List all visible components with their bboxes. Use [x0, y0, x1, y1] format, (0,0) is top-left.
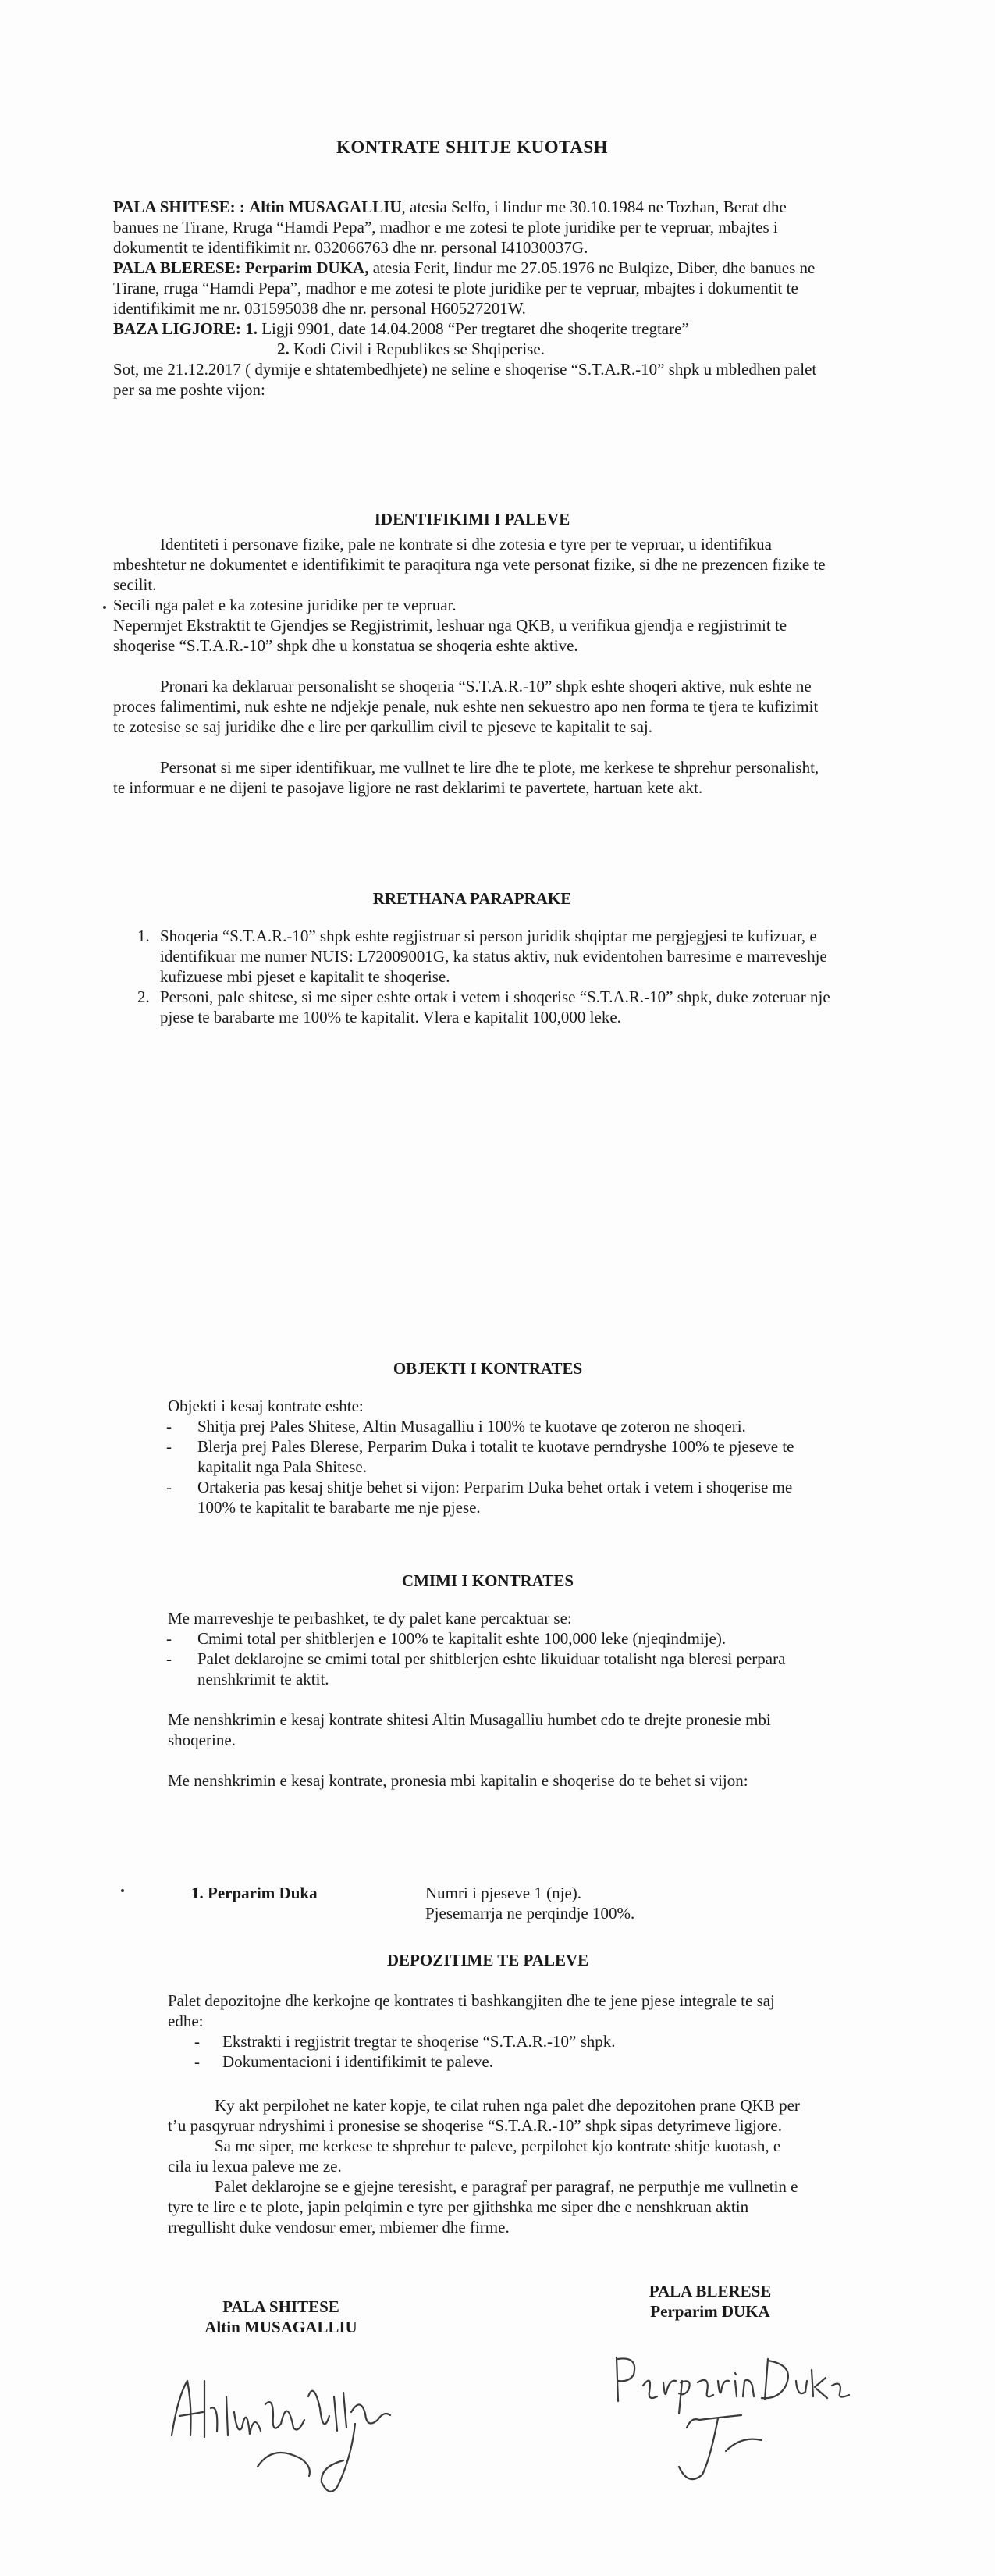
parties-section [113, 197, 831, 400]
buyer-signature-name: Perparim DUKA [650, 2302, 770, 2321]
price-list [162, 1628, 808, 1689]
seller-signature-block [179, 2297, 382, 2337]
buyer-label: PALA BLERESE: [113, 258, 241, 277]
preliminary-item: 1. Shoqeria “S.T.A.R.-10” shpk eshte regjistruar si person juridik shqiptar me pergjegjesi te kufizuar, e identifikuar me numer NUIS: L72009001G, ka status aktiv, nuk evidentohen barresime e marreveshje kufizuese mbi pjeset e kapitalit te shoqerise. [154, 926, 831, 987]
deposits-heading: DEPOZITIME TE PALEVE [386, 1951, 589, 1969]
deposits-section [168, 1950, 808, 2237]
deposits-intro: Palet depozitojne dhe kerkojne qe kontrates ti bashkangjiten dhe te jene pjese integrale te saj edhe: [168, 1991, 775, 2030]
margin-dot [103, 606, 106, 609]
price-intro: Me marreveshje te perbashket, te dy palet kane percaktuar se: [168, 1609, 572, 1628]
legal-basis-1-text: Ligji 9901, date 14.04.2008 “Per tregtaret dhe shoqerite tregtare” [257, 319, 689, 338]
identification-paragraph-4: Pronari ka deklaruar personalisht se shoqeria “S.T.A.R.-10” shpk eshte shoqeri aktive, nuk eshte ne proces falimentimi, nuk eshte ne ndjekje penale, nuk eshte nen sekuestro apo nen forma te tjera te kufizimit te zotesise se saj juridike dhe e lire per qarkullim civil te pjeseve te kapitalit te saj. [113, 677, 819, 736]
legal-basis-2-number: 2. [277, 340, 290, 358]
legal-basis-1-number: 1. [245, 319, 258, 338]
closing-paragraph-3: Palet deklarojne se e gjejne teresisht, e paragraf per paragraf, ne perputhje me vullnetin e tyre te lire e te plote, japin pelqimin e tyre per gjithshka me siper dhe e nenshkruan aktin rregullisht duke vendosur emer, mbiemer dhe firme. [168, 2177, 798, 2236]
legal-basis-2-text: Kodi Civil i Republikes se Shqiperise. [289, 340, 545, 358]
preliminary-heading: RRETHANA PARAPRAKE [372, 889, 572, 908]
legal-basis-line-2 [113, 339, 831, 359]
document-title: KONTRATE SHITJE KUOTASH [336, 137, 609, 157]
deposits-item: - Ekstrakti i regjistrit tregtar te shoqerise “S.T.A.R.-10” shpk. [168, 2031, 808, 2051]
buyer-handwritten-signature [601, 2342, 858, 2498]
buyer-paragraph [113, 258, 831, 318]
seller-name: Altin MUSAGALLIU [249, 197, 402, 216]
price-section [168, 1571, 808, 1791]
object-item: - Blerja prej Pales Blerese, Perparim Duka i totalit te kuotave perndryshe 100% te pjeseve te kapitalit nga Pala Shitese. [162, 1436, 808, 1477]
object-section [168, 1358, 808, 1517]
buyer-signature-role: PALA BLERESE [649, 2282, 772, 2300]
buyer-name: Perparim DUKA, [244, 258, 369, 277]
preliminary-section [113, 888, 831, 1027]
price-heading: CMIMI I KONTRATES [401, 1571, 574, 1590]
owner-percentage: Pjesemarrja ne perqindje 100%. [425, 1904, 635, 1923]
seller-details: , atesia Selfo, i lindur me 30.10.1984 ne Tozhan, Berat dhe banues ne Tirane, Rruga “Hamdi Pepa”, madhor e me zotesi te plote juridike per te vepruar, mbajtes i dokumentit te identifikimit nr. 032066763 dhe nr. personal I41030037G. [113, 197, 787, 257]
buyer-details: atesia Ferit, lindur me 27.05.1976 ne Bulqize, Diber, dhe banues ne Tirane, rruga “Hamdi Pepa”, madhor e me zotesi te plote juridike per te vepruar, mbajtes i dokumentit te identifikimit me nr. 031595038 dhe nr. personal H60527201W. [113, 258, 816, 318]
identification-paragraph-3: Nepermjet Ekstraktit te Gjendjes se Regjistrimit, leshuar nga QKB, u verifikua gjendja e regjistrimit te shoqerise “S.T.A.R.-10” shpk dhe u konstatua se shoqeria eshte aktive. [113, 616, 787, 655]
seller-signature-role: PALA SHITESE [222, 2297, 339, 2316]
buyer-signature-block [617, 2281, 804, 2322]
contract-page-1 [0, 0, 995, 1280]
preliminary-list [113, 926, 831, 1027]
closing-paragraph-2: Sa me siper, me kerkese te shprehur te paleve, perpilohet kjo kontrate shitje kuotash, e cila iu lexua paleve me ze. [168, 2137, 781, 2176]
price-item: - Palet deklarojne se cmimi total per shitblerjen eshte likuiduar totalisht nga bleresi perpara nenshkrimit te aktit. [162, 1649, 808, 1689]
object-heading: OBJEKTI I KONTRATES [393, 1359, 583, 1378]
contract-page-2 [0, 1280, 995, 2576]
preliminary-item: 2. Personi, pale shitese, si me siper eshte ortak i vetem i shoqerise “S.T.A.R.-10” shpk, duke zoteruar nje pjese te barabarte me 100% te kapitalit. Vlera e kapitalit 100,000 leke. [154, 987, 831, 1027]
margin-dot [121, 1889, 124, 1892]
seller-handwritten-signature [156, 2350, 453, 2506]
legal-basis-line-1 [113, 318, 831, 339]
identification-paragraph-5: Personat si me siper identifikuar, me vullnet te lire dhe te plote, me kerkese te shprehur personalisht, te informuar e ne dijeni te pasojave ligjore ne rast deklarimi te pavertete, hartuan kete akt. [113, 758, 819, 797]
seller-signature-name: Altin MUSAGALLIU [204, 2318, 357, 2336]
closing-paragraph-1: Ky akt perpilohet ne kater kopje, te cilat ruhen nga palet dhe depozitohen prane QKB per t’u pasqyruar ndryshimi i pronesise se shoqerise “S.T.A.R.-10” shpk sipas detyrimeve ligjore. [168, 2096, 800, 2135]
object-intro: Objekti i kesaj kontrate eshte: [168, 1397, 364, 1415]
object-item: - Shitja prej Pales Shitese, Altin Musagalliu i 100% te kuotave qe zoteron ne shoqeri. [162, 1416, 808, 1436]
price-after-2: Me nenshkrimin e kesaj kontrate, pronesia mbi kapitalin e shoqerise do te behet si vijon: [168, 1771, 748, 1790]
identification-paragraph-2: Secili nga palet e ka zotesine juridike per te vepruar. [113, 596, 457, 614]
identification-heading: IDENTIFIKIMI I PALEVE [374, 510, 570, 528]
owner-name: 1. Perparim Duka [191, 1884, 318, 1902]
deposits-item: - Dokumentacioni i identifikimit te paleve. [168, 2051, 808, 2072]
identification-section [113, 509, 831, 798]
owner-shares: Numri i pjeseve 1 (nje). [425, 1884, 582, 1902]
seller-label: PALA SHITESE: : [113, 197, 245, 216]
seller-paragraph [113, 197, 831, 258]
deposits-list [168, 2031, 808, 2072]
object-item: - Ortakeria pas kesaj shitje behet si vijon: Perparim Duka behet ortak i vetem i shoqerise me 100% te kapitalit te barabarte me nje pjese. [162, 1477, 808, 1517]
price-item: - Cmimi total per shitblerjen e 100% te kapitalit eshte 100,000 leke (njeqindmije). [162, 1628, 808, 1649]
legal-basis-label: BAZA LIGJORE: [113, 319, 241, 338]
intro-paragraph: Sot, me 21.12.2017 ( dymije e shtatembedhjete) ne seline e shoqerise “S.T.A.R.-10” shpk u mbledhen palet per sa me poshte vijon: [113, 360, 817, 399]
identification-paragraph-1: Identiteti i personave fizike, pale ne kontrate si dhe zotesia e tyre per te vepruar, u identifikua mbeshtetur ne dokumentet e identifikimit te paraqitura nga vete personat fizike, si dhe ne prezencen fizike te secilit. [113, 535, 826, 594]
object-list [162, 1416, 808, 1517]
price-after-1: Me nenshkrimin e kesaj kontrate shitesi Altin Musagalliu humbet cdo te drejte pronesie mbi shoqerine. [168, 1710, 771, 1749]
